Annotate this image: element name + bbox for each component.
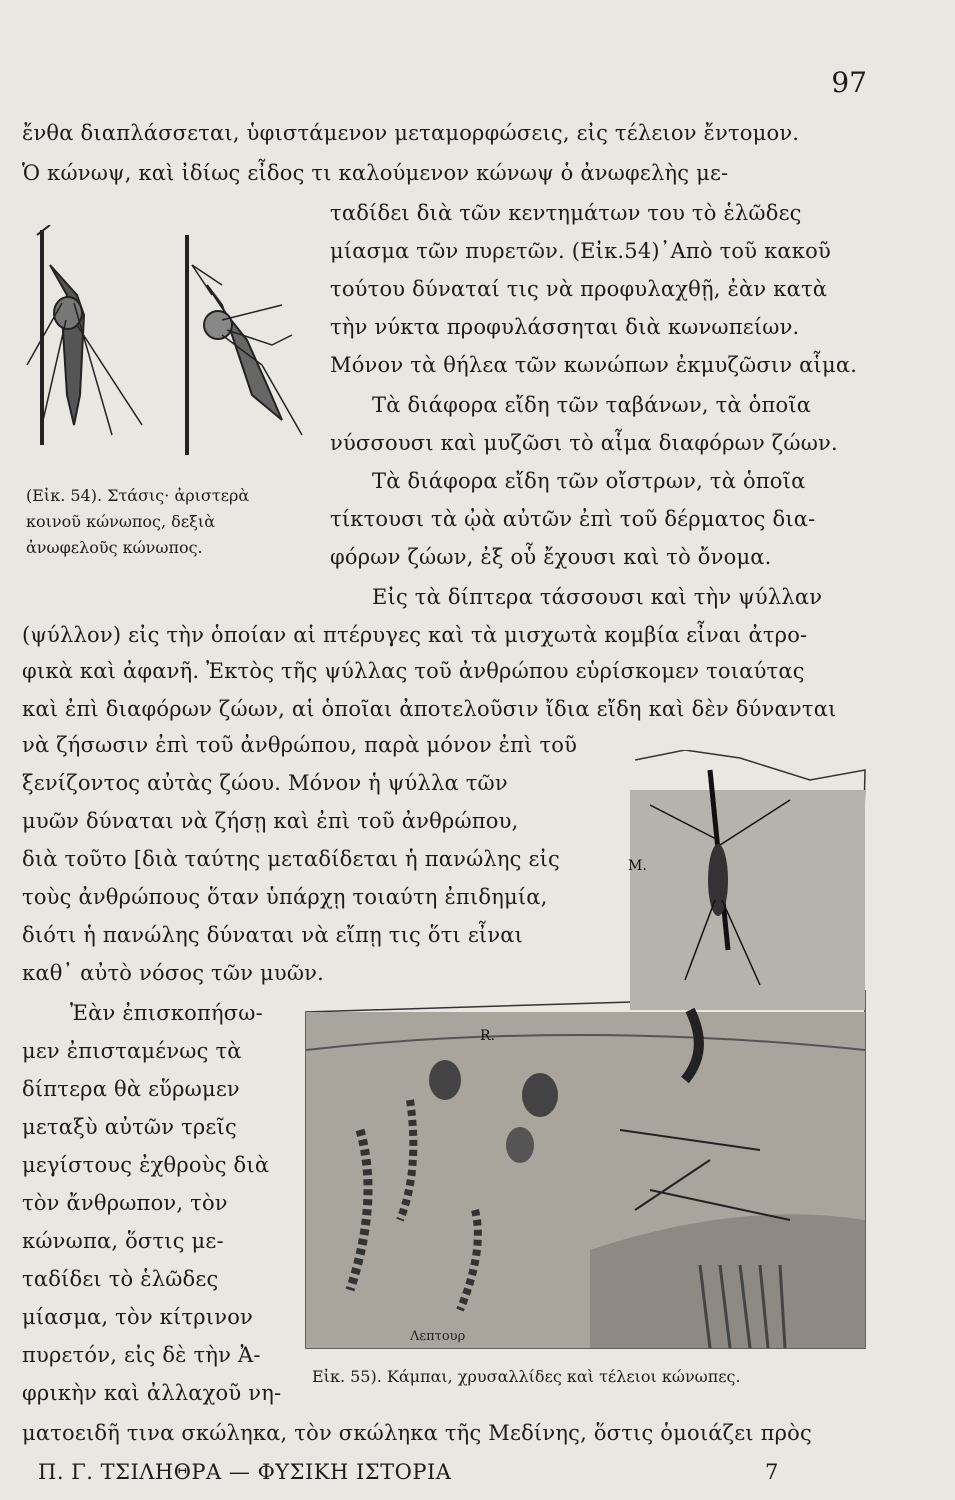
text-line: νὰ ζήσωσιν ἐπὶ τοῦ ἀνθρώπου, παρὰ μόνον ἐπὶ τοῦ [22, 733, 578, 757]
text-line: διὰ τοῦτο [διὰ ταύτης μεταδίδεται ἡ πανώλης εἰς [22, 847, 560, 871]
text-line: πυρετόν, εἰς δὲ τὴν Ἀ- [22, 1343, 261, 1367]
text-line: (ψύλλον) εἰς τὴν ὁποίαν αἱ πτέρυγες καὶ τὰ μισχωτὰ κομβία εἶναι ἀτρο- [22, 623, 808, 647]
text-line: φρικὴν καὶ ἀλλαχοῦ νη- [22, 1381, 282, 1405]
figure-55-signature: Λεπτουρ [410, 1329, 466, 1344]
text-line: ἔνθα διαπλάσσεται, ὑφιστάμενον μεταμορφώσεις, εἰς τέλειον ἔντομον. [22, 121, 800, 145]
text-line: τὴν νύκτα προφυλάσσηται διὰ κωνωπείων. [330, 315, 800, 339]
text-line: φόρων ζώων, ἐξ οὗ ἔχουσι καὶ τὸ ὄνομα. [330, 545, 772, 569]
text-line: ματοειδῆ τινα σκώληκα, τὸν σκώληκα τῆς Μεδίνης, ὅστις ὁμοιάζει πρὸς [22, 1421, 812, 1445]
text-line: δίπτερα θὰ εὕρωμεν [22, 1077, 240, 1101]
figure-55-label-m: Μ. [628, 858, 647, 874]
text-line: μεταξὺ αὐτῶν τρεῖς [22, 1115, 237, 1139]
text-line: Τὰ διάφορα εἴδη τῶν ταβάνων, τὰ ὁποῖα [372, 393, 812, 417]
text-line: Εἰς τὰ δίπτερα τάσσουσι καὶ τὴν ψύλλαν [372, 585, 823, 609]
text-line: τίκτουσι τὰ ᾠὰ αὐτῶν ἐπὶ τοῦ δέρματος δια- [330, 507, 816, 531]
text-line: φικὰ καὶ ἀφανῆ. Ἐκτὸς τῆς ψύλλας τοῦ ἀνθρώπου εὑρίσκομεν τοιαύτας [22, 659, 805, 683]
text-line: τούτου δύναταί τις νὰ προφυλαχθῇ, ἐὰν κατὰ [330, 277, 828, 301]
text-line: ταδίδει τὸ ἑλῶδες [22, 1267, 219, 1291]
text-line: τὸν ἄνθρωπον, τὸν [22, 1191, 228, 1215]
figure-54-caption-line: (Εἰκ. 54). Στάσις· ἀριστερὰ [26, 486, 250, 505]
text-line: καθ᾽ αὐτὸ νόσος τῶν μυῶν. [22, 961, 324, 985]
text-line: ξενίζοντος αὐτὰς ζώου. Μόνον ἡ ψύλλα τῶν [22, 771, 508, 795]
text-line: νύσσουσι καὶ μυζῶσι τὸ αἷμα διαφόρων ζώων. [330, 431, 838, 455]
figure-55-caption: Εἰκ. 55). Κάμπαι, χρυσαλλίδες καὶ τέλειοι κώνωπες. [312, 1367, 741, 1386]
figure-55-illustration [290, 750, 880, 1355]
text-line: Ἐὰν ἐπισκοπήσω- [70, 1001, 263, 1025]
figure-54-caption-line: ἀνωφελοῦς κώνωπος. [26, 538, 203, 557]
figure-54-mosquitoes [22, 225, 312, 475]
text-line: μεν ἐπισταμένως τὰ [22, 1039, 242, 1063]
page-number: 97 [831, 66, 867, 99]
text-line: μίασμα, τὸν κίτρινον [22, 1305, 254, 1329]
text-line: διότι ἡ πανώλης δύναται νὰ εἴπῃ τις ὅτι εἶναι [22, 923, 524, 947]
text-line: Ὁ κώνωψ, καὶ ἰδίως εἶδος τι καλούμενον κώνωψ ὁ ἀνωφελὴς με- [22, 161, 729, 185]
text-line: κώνωπα, ὅστις με- [22, 1229, 224, 1253]
text-line: καὶ ἐπὶ διαφόρων ζώων, αἱ ὁποῖαι ἀποτελοῦσιν ἴδια εἴδη καὶ δὲν δύνανται [22, 697, 837, 721]
footer-signature-mark: 7 [765, 1460, 779, 1484]
text-line: μίασμα τῶν πυρετῶν. (Εἰκ.54)᾽Απὸ τοῦ κακοῦ [330, 239, 831, 263]
text-line: μεγίστους ἐχθροὺς διὰ [22, 1153, 270, 1177]
text-line: Τὰ διάφορα εἴδη τῶν οἴστρων, τὰ ὁποῖα [372, 469, 806, 493]
figure-54-caption-line: κοινοῦ κώνωπος, δεξιὰ [26, 512, 215, 531]
text-line: μυῶν δύναται νὰ ζήσῃ καὶ ἐπὶ τοῦ ἀνθρώπου, [22, 809, 519, 833]
text-line: ταδίδει διὰ τῶν κεντημάτων του τὸ ἑλῶδες [330, 201, 802, 225]
text-line: τοὺς ἀνθρώπους ὅταν ὑπάρχῃ τοιαύτη ἐπιδημία, [22, 885, 548, 909]
text-line: Μόνον τὰ θήλεα τῶν κωνώπων ἐκμυζῶσιν αἷμα. [330, 353, 858, 377]
footer-title: Π. Γ. ΤΣΙΛΗΘΡΑ — ΦΥΣΙΚΗ ΙΣΤΟΡΙΑ [38, 1460, 452, 1484]
figure-55-label-r: R. [480, 1028, 495, 1044]
